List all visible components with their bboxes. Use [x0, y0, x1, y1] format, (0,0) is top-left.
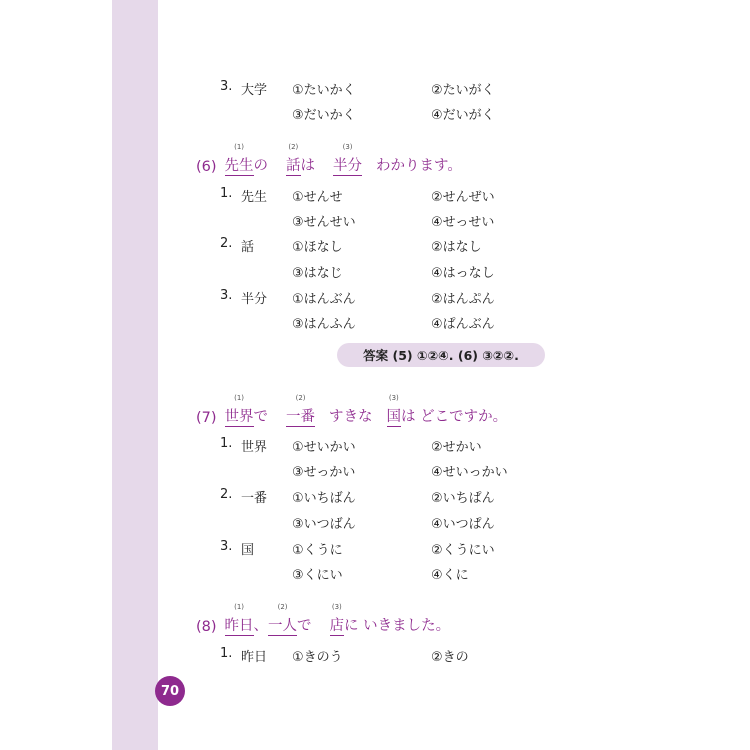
item-word: 先生 [241, 190, 268, 205]
particle: の [253, 158, 269, 174]
underlined-word: 昨日 [224, 618, 254, 634]
option-2: ②せんぜい [431, 190, 495, 205]
item-word: 半分 [241, 292, 268, 307]
sentence-tail: わかります。 [376, 158, 462, 174]
reading-mark: (1) [234, 603, 245, 611]
reading-mark: (2) [277, 603, 288, 611]
option-4: ④はっなし [431, 266, 495, 281]
item-number: 1. [220, 186, 233, 201]
item-number: 2. [220, 236, 233, 251]
option-2: ②せかい [431, 440, 482, 455]
option-1: ①たいかく [292, 83, 356, 98]
option-3: ③だいかく [292, 108, 356, 123]
page-number-badge: 70 [155, 676, 185, 706]
option-1: ①いちばん [292, 491, 356, 506]
option-3: ③せっかい [292, 465, 356, 480]
option-4: ④だいがく [431, 108, 495, 123]
item-word: 昨日 [241, 650, 268, 665]
item-number: 1. [220, 436, 233, 451]
reading-mark: (1) [234, 143, 245, 151]
item-number: 3. [220, 288, 233, 303]
reading-mark: (2) [288, 143, 299, 151]
question-7-sentence [196, 394, 508, 426]
option-1: ①ほなし [292, 240, 343, 255]
particle: は [300, 158, 316, 174]
question-label: (6) [196, 159, 217, 175]
side-band [112, 0, 158, 750]
option-1: ①せんせ [292, 190, 343, 205]
item-word: 国 [241, 543, 255, 558]
item-number: 1. [220, 646, 233, 661]
option-3: ③せんせい [292, 215, 356, 230]
question-6-sentence [196, 143, 462, 175]
option-4: ④せっせい [431, 215, 495, 230]
option-4: ④くに [431, 568, 469, 583]
item-word: 話 [241, 240, 255, 255]
option-2: ②くうにい [431, 543, 495, 558]
option-1: ①きのう [292, 650, 343, 665]
reading-mark: (1) [234, 394, 245, 402]
option-4: ④せいっかい [431, 465, 508, 480]
item-number: 3. [220, 79, 233, 94]
item-word: 大学 [241, 83, 268, 98]
reading-mark: (3) [388, 394, 399, 402]
question-8-sentence [196, 603, 451, 635]
particle: すきな [329, 409, 373, 425]
reading-mark: (3) [342, 143, 353, 151]
underlined-word: 国 [386, 409, 402, 425]
underlined-word: 半分 [333, 158, 363, 174]
particle: 、 [253, 618, 269, 634]
question-label: (7) [196, 410, 217, 426]
option-3: ③はなじ [292, 266, 343, 281]
underlined-word: 店 [329, 618, 345, 634]
underlined-word: 一人 [268, 618, 298, 634]
option-4: ④いつぱん [431, 517, 495, 532]
option-1: ①せいかい [292, 440, 356, 455]
sentence-tail: は どこですか。 [401, 409, 508, 425]
underlined-word: 先生 [224, 158, 254, 174]
item-number: 3. [220, 539, 233, 554]
option-1: ①はんぶん [292, 292, 356, 307]
option-1: ①くうに [292, 543, 343, 558]
option-2: ②きの [431, 650, 469, 665]
particle: で [253, 409, 269, 425]
answer-box: 答案 (5) ①②④. (6) ③②②. [337, 343, 545, 367]
option-2: ②たいがく [431, 83, 495, 98]
option-4: ④ぱんぶん [431, 317, 495, 332]
item-number: 2. [220, 487, 233, 502]
option-3: ③はんふん [292, 317, 356, 332]
particle: で [297, 618, 312, 634]
reading-mark: (3) [331, 603, 342, 611]
option-2: ②いちぱん [431, 491, 495, 506]
option-2: ②はんぷん [431, 292, 495, 307]
reading-mark: (2) [295, 394, 306, 402]
option-3: ③いつばん [292, 517, 356, 532]
underlined-word: 世界 [224, 409, 254, 425]
underlined-word: 一番 [286, 409, 316, 425]
item-word: 世界 [241, 440, 268, 455]
question-label: (8) [196, 619, 217, 635]
sentence-tail: に いきました。 [344, 618, 451, 634]
item-word: 一番 [241, 491, 268, 506]
underlined-word: 話 [286, 158, 301, 174]
option-3: ③くにい [292, 568, 343, 583]
option-2: ②はなし [431, 240, 482, 255]
